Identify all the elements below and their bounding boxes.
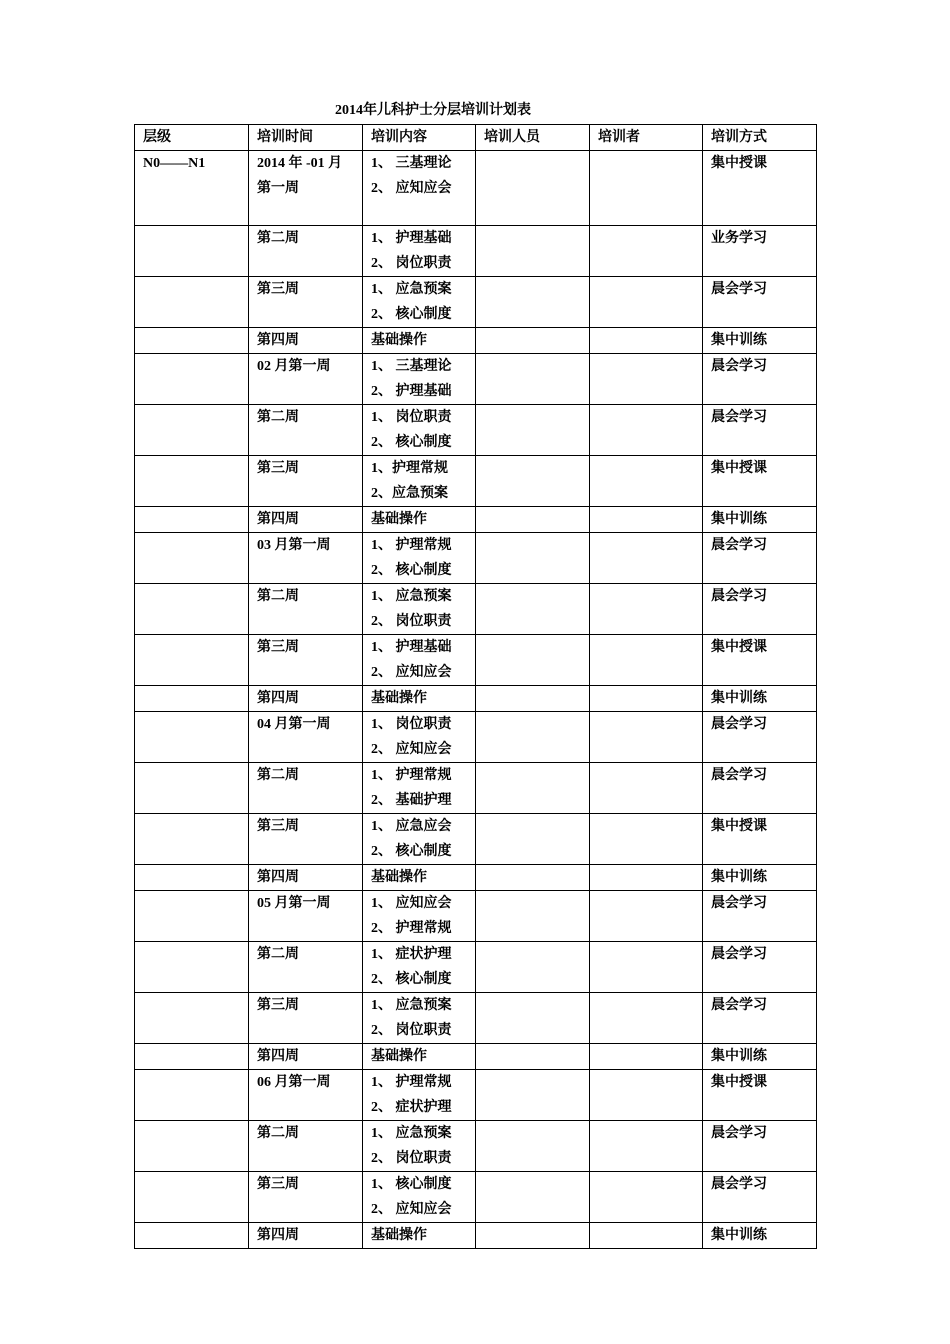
cell-method: 集中训练 bbox=[703, 1044, 817, 1070]
content-item: 2、 应知应会 bbox=[371, 742, 452, 757]
cell-time bbox=[249, 533, 363, 584]
cell-trainees bbox=[476, 635, 590, 686]
table-row bbox=[135, 865, 817, 891]
cell-trainees bbox=[476, 328, 590, 354]
cell-method: 集中训练 bbox=[703, 865, 817, 891]
cell-trainer bbox=[590, 151, 703, 226]
time-line: 第三周 bbox=[257, 819, 299, 834]
content-item: 基础操作 bbox=[371, 691, 427, 706]
content-item: 2、 岗位职责 bbox=[371, 1151, 452, 1166]
cell-trainer bbox=[590, 814, 703, 865]
time-line: 第四周 bbox=[257, 333, 299, 348]
time-line: 第四周 bbox=[257, 512, 299, 527]
cell-trainer bbox=[590, 712, 703, 763]
time-line: 第三周 bbox=[257, 461, 299, 476]
table-row bbox=[135, 405, 817, 456]
time-line: 第三周 bbox=[257, 1177, 299, 1192]
content-item: 基础操作 bbox=[371, 333, 427, 348]
table-header-row bbox=[135, 125, 817, 151]
cell-method: 集中授课 bbox=[703, 1070, 817, 1121]
cell-level bbox=[135, 1070, 249, 1121]
cell-trainees bbox=[476, 993, 590, 1044]
content-item: 基础操作 bbox=[371, 512, 427, 527]
cell-trainer bbox=[590, 507, 703, 533]
cell-time bbox=[249, 1121, 363, 1172]
cell-level bbox=[135, 1121, 249, 1172]
cell-trainer bbox=[590, 1070, 703, 1121]
cell-time bbox=[249, 354, 363, 405]
cell-trainer bbox=[590, 1223, 703, 1249]
cell-time bbox=[249, 328, 363, 354]
cell-trainer bbox=[590, 456, 703, 507]
time-line: 第四周 bbox=[257, 1228, 299, 1243]
content-item: 2、 岗位职责 bbox=[371, 614, 452, 629]
cell-trainees bbox=[476, 533, 590, 584]
content-item: 1、 应急预案 bbox=[371, 1126, 452, 1141]
content-item: 2、 应知应会 bbox=[371, 181, 452, 196]
content-item: 2、 核心制度 bbox=[371, 844, 452, 859]
content-item: 基础操作 bbox=[371, 870, 427, 885]
time-line: 第三周 bbox=[257, 282, 299, 297]
cell-time bbox=[249, 1044, 363, 1070]
table-row bbox=[135, 942, 817, 993]
cell-method: 晨会学习 bbox=[703, 405, 817, 456]
content-item: 1、 应急应会 bbox=[371, 819, 452, 834]
content-item: 2、 护理常规 bbox=[371, 921, 452, 936]
cell-time bbox=[249, 1223, 363, 1249]
cell-content bbox=[363, 277, 476, 328]
content-item: 2、 应知应会 bbox=[371, 665, 452, 680]
time-line: 06 月第一周 bbox=[257, 1075, 331, 1090]
time-line: 04 月第一周 bbox=[257, 717, 331, 732]
content-item: 1、 核心制度 bbox=[371, 1177, 452, 1192]
cell-method: 晨会学习 bbox=[703, 584, 817, 635]
cell-method: 晨会学习 bbox=[703, 277, 817, 328]
cell-time bbox=[249, 712, 363, 763]
content-item: 2、 岗位职责 bbox=[371, 1023, 452, 1038]
cell-content bbox=[363, 635, 476, 686]
cell-method: 晨会学习 bbox=[703, 942, 817, 993]
cell-method: 集中授课 bbox=[703, 635, 817, 686]
cell-trainer bbox=[590, 1172, 703, 1223]
cell-method: 集中授课 bbox=[703, 814, 817, 865]
header-time: 培训时间 bbox=[249, 125, 363, 151]
cell-time bbox=[249, 151, 363, 226]
cell-content bbox=[363, 354, 476, 405]
cell-content bbox=[363, 151, 476, 226]
table-row bbox=[135, 328, 817, 354]
header-trainer: 培训者 bbox=[590, 125, 703, 151]
content-item: 2、 核心制度 bbox=[371, 972, 452, 987]
cell-trainer bbox=[590, 635, 703, 686]
cell-content bbox=[363, 1223, 476, 1249]
cell-content bbox=[363, 226, 476, 277]
cell-level bbox=[135, 533, 249, 584]
cell-trainer bbox=[590, 763, 703, 814]
content-item: 2、 基础护理 bbox=[371, 793, 452, 808]
cell-content bbox=[363, 533, 476, 584]
cell-trainer bbox=[590, 942, 703, 993]
cell-method: 业务学习 bbox=[703, 226, 817, 277]
cell-method: 晨会学习 bbox=[703, 891, 817, 942]
training-plan-table bbox=[134, 124, 817, 1249]
cell-content bbox=[363, 942, 476, 993]
content-item: 2、 症状护理 bbox=[371, 1100, 452, 1115]
table-row bbox=[135, 891, 817, 942]
header-trainees: 培训人员 bbox=[476, 125, 590, 151]
cell-trainees bbox=[476, 1070, 590, 1121]
cell-level bbox=[135, 635, 249, 686]
cell-time bbox=[249, 865, 363, 891]
cell-content bbox=[363, 891, 476, 942]
cell-time bbox=[249, 584, 363, 635]
content-item: 1、 岗位职责 bbox=[371, 717, 452, 732]
cell-content bbox=[363, 584, 476, 635]
cell-trainees bbox=[476, 507, 590, 533]
header-content: 培训内容 bbox=[363, 125, 476, 151]
cell-content bbox=[363, 1172, 476, 1223]
cell-method: 晨会学习 bbox=[703, 712, 817, 763]
cell-content bbox=[363, 763, 476, 814]
cell-trainees bbox=[476, 814, 590, 865]
cell-content bbox=[363, 993, 476, 1044]
cell-time bbox=[249, 1070, 363, 1121]
cell-method: 晨会学习 bbox=[703, 763, 817, 814]
table-row bbox=[135, 763, 817, 814]
cell-trainees bbox=[476, 686, 590, 712]
cell-trainer bbox=[590, 1121, 703, 1172]
cell-level bbox=[135, 942, 249, 993]
table-row bbox=[135, 686, 817, 712]
content-item: 1、 护理常规 bbox=[371, 538, 452, 553]
cell-method: 集中授课 bbox=[703, 151, 817, 226]
content-item: 1、 应急预案 bbox=[371, 589, 452, 604]
content-item: 1、 护理基础 bbox=[371, 231, 452, 246]
time-line: 第二周 bbox=[257, 410, 299, 425]
table-row bbox=[135, 533, 817, 584]
cell-time bbox=[249, 507, 363, 533]
cell-time bbox=[249, 686, 363, 712]
time-line: 第二周 bbox=[257, 947, 299, 962]
cell-trainer bbox=[590, 993, 703, 1044]
content-item: 基础操作 bbox=[371, 1049, 427, 1064]
cell-trainer bbox=[590, 1044, 703, 1070]
cell-method: 集中训练 bbox=[703, 507, 817, 533]
cell-method: 集中训练 bbox=[703, 1223, 817, 1249]
cell-time bbox=[249, 814, 363, 865]
time-line: 2014 年 -01 月 bbox=[257, 156, 343, 171]
content-item: 1、 岗位职责 bbox=[371, 410, 452, 425]
cell-trainees bbox=[476, 405, 590, 456]
cell-level bbox=[135, 277, 249, 328]
cell-method: 集中授课 bbox=[703, 456, 817, 507]
cell-trainer bbox=[590, 226, 703, 277]
cell-level: N0——N1 bbox=[135, 151, 249, 226]
table-row bbox=[135, 993, 817, 1044]
time-line: 第二周 bbox=[257, 768, 299, 783]
cell-level bbox=[135, 354, 249, 405]
table-row bbox=[135, 1121, 817, 1172]
cell-trainer bbox=[590, 405, 703, 456]
time-line: 第三周 bbox=[257, 640, 299, 655]
cell-trainees bbox=[476, 1172, 590, 1223]
content-item: 1、 三基理论 bbox=[371, 359, 452, 374]
cell-trainer bbox=[590, 584, 703, 635]
table-row bbox=[135, 507, 817, 533]
cell-time bbox=[249, 993, 363, 1044]
cell-level bbox=[135, 686, 249, 712]
cell-content bbox=[363, 814, 476, 865]
time-line: 第二周 bbox=[257, 589, 299, 604]
cell-level bbox=[135, 226, 249, 277]
cell-trainees bbox=[476, 456, 590, 507]
time-line: 第二周 bbox=[257, 231, 299, 246]
content-item: 1、 应急预案 bbox=[371, 282, 452, 297]
content-item: 2、 护理基础 bbox=[371, 384, 452, 399]
cell-level bbox=[135, 1172, 249, 1223]
cell-content bbox=[363, 865, 476, 891]
cell-trainer bbox=[590, 354, 703, 405]
table-row bbox=[135, 151, 817, 226]
cell-trainees bbox=[476, 942, 590, 993]
cell-trainees bbox=[476, 1121, 590, 1172]
cell-time bbox=[249, 635, 363, 686]
cell-level bbox=[135, 891, 249, 942]
content-item: 基础操作 bbox=[371, 1228, 427, 1243]
cell-trainer bbox=[590, 533, 703, 584]
cell-method: 晨会学习 bbox=[703, 533, 817, 584]
content-item: 1、 护理常规 bbox=[371, 768, 452, 783]
cell-trainer bbox=[590, 865, 703, 891]
cell-trainer bbox=[590, 277, 703, 328]
cell-level bbox=[135, 405, 249, 456]
page-title: 2014年儿科护士分层培训计划表 bbox=[335, 103, 531, 118]
time-line: 02 月第一周 bbox=[257, 359, 331, 374]
cell-trainer bbox=[590, 891, 703, 942]
content-item: 2、 核心制度 bbox=[371, 435, 452, 450]
cell-time bbox=[249, 942, 363, 993]
cell-method: 晨会学习 bbox=[703, 1121, 817, 1172]
table-row bbox=[135, 226, 817, 277]
table-row bbox=[135, 1044, 817, 1070]
table-row bbox=[135, 584, 817, 635]
cell-trainees bbox=[476, 712, 590, 763]
cell-time bbox=[249, 1172, 363, 1223]
table-row bbox=[135, 1223, 817, 1249]
cell-method: 晨会学习 bbox=[703, 1172, 817, 1223]
cell-level bbox=[135, 763, 249, 814]
cell-trainees bbox=[476, 277, 590, 328]
content-item: 1、 护理基础 bbox=[371, 640, 452, 655]
cell-level bbox=[135, 507, 249, 533]
cell-trainer bbox=[590, 686, 703, 712]
content-item: 1、护理常规 bbox=[371, 461, 448, 476]
cell-method: 集中训练 bbox=[703, 328, 817, 354]
table-body bbox=[135, 151, 817, 1249]
cell-level bbox=[135, 584, 249, 635]
table-row bbox=[135, 277, 817, 328]
time-line: 第二周 bbox=[257, 1126, 299, 1141]
cell-trainees bbox=[476, 891, 590, 942]
cell-trainees bbox=[476, 226, 590, 277]
content-item: 2、 核心制度 bbox=[371, 307, 452, 322]
cell-trainees bbox=[476, 1044, 590, 1070]
cell-time bbox=[249, 891, 363, 942]
cell-trainees bbox=[476, 865, 590, 891]
content-item: 1、 护理常规 bbox=[371, 1075, 452, 1090]
content-item: 1、 症状护理 bbox=[371, 947, 452, 962]
time-line: 第四周 bbox=[257, 1049, 299, 1064]
content-item: 2、应急预案 bbox=[371, 486, 448, 501]
cell-content bbox=[363, 456, 476, 507]
cell-level bbox=[135, 1223, 249, 1249]
cell-level bbox=[135, 993, 249, 1044]
cell-content bbox=[363, 507, 476, 533]
cell-level bbox=[135, 814, 249, 865]
time-line: 05 月第一周 bbox=[257, 896, 331, 911]
cell-level bbox=[135, 328, 249, 354]
cell-trainer bbox=[590, 328, 703, 354]
cell-time bbox=[249, 763, 363, 814]
content-item: 2、 应知应会 bbox=[371, 1202, 452, 1217]
cell-level bbox=[135, 712, 249, 763]
cell-time bbox=[249, 226, 363, 277]
cell-content bbox=[363, 1044, 476, 1070]
table-row bbox=[135, 712, 817, 763]
cell-level bbox=[135, 865, 249, 891]
cell-method: 晨会学习 bbox=[703, 354, 817, 405]
cell-trainees bbox=[476, 354, 590, 405]
content-item: 1、 应知应会 bbox=[371, 896, 452, 911]
cell-content bbox=[363, 328, 476, 354]
time-line: 03 月第一周 bbox=[257, 538, 331, 553]
cell-trainees bbox=[476, 151, 590, 226]
table-row bbox=[135, 1070, 817, 1121]
header-level: 层级 bbox=[135, 125, 249, 151]
cell-content bbox=[363, 686, 476, 712]
content-item: 1、 三基理论 bbox=[371, 156, 452, 171]
cell-content bbox=[363, 1070, 476, 1121]
cell-level bbox=[135, 1044, 249, 1070]
cell-trainees bbox=[476, 1223, 590, 1249]
content-item: 2、 核心制度 bbox=[371, 563, 452, 578]
table-row bbox=[135, 1172, 817, 1223]
cell-method: 集中训练 bbox=[703, 686, 817, 712]
time-line: 第一周 bbox=[257, 181, 299, 196]
time-line: 第四周 bbox=[257, 691, 299, 706]
header-method: 培训方式 bbox=[703, 125, 817, 151]
time-line: 第三周 bbox=[257, 998, 299, 1013]
cell-content bbox=[363, 1121, 476, 1172]
cell-trainees bbox=[476, 584, 590, 635]
cell-time bbox=[249, 277, 363, 328]
cell-trainees bbox=[476, 763, 590, 814]
table-row bbox=[135, 814, 817, 865]
time-line: 第四周 bbox=[257, 870, 299, 885]
table-row bbox=[135, 635, 817, 686]
cell-level bbox=[135, 456, 249, 507]
cell-content bbox=[363, 405, 476, 456]
cell-time bbox=[249, 456, 363, 507]
table-row bbox=[135, 354, 817, 405]
cell-content bbox=[363, 712, 476, 763]
content-item: 1、 应急预案 bbox=[371, 998, 452, 1013]
content-item: 2、 岗位职责 bbox=[371, 256, 452, 271]
cell-time bbox=[249, 405, 363, 456]
table-row bbox=[135, 456, 817, 507]
cell-method: 晨会学习 bbox=[703, 993, 817, 1044]
